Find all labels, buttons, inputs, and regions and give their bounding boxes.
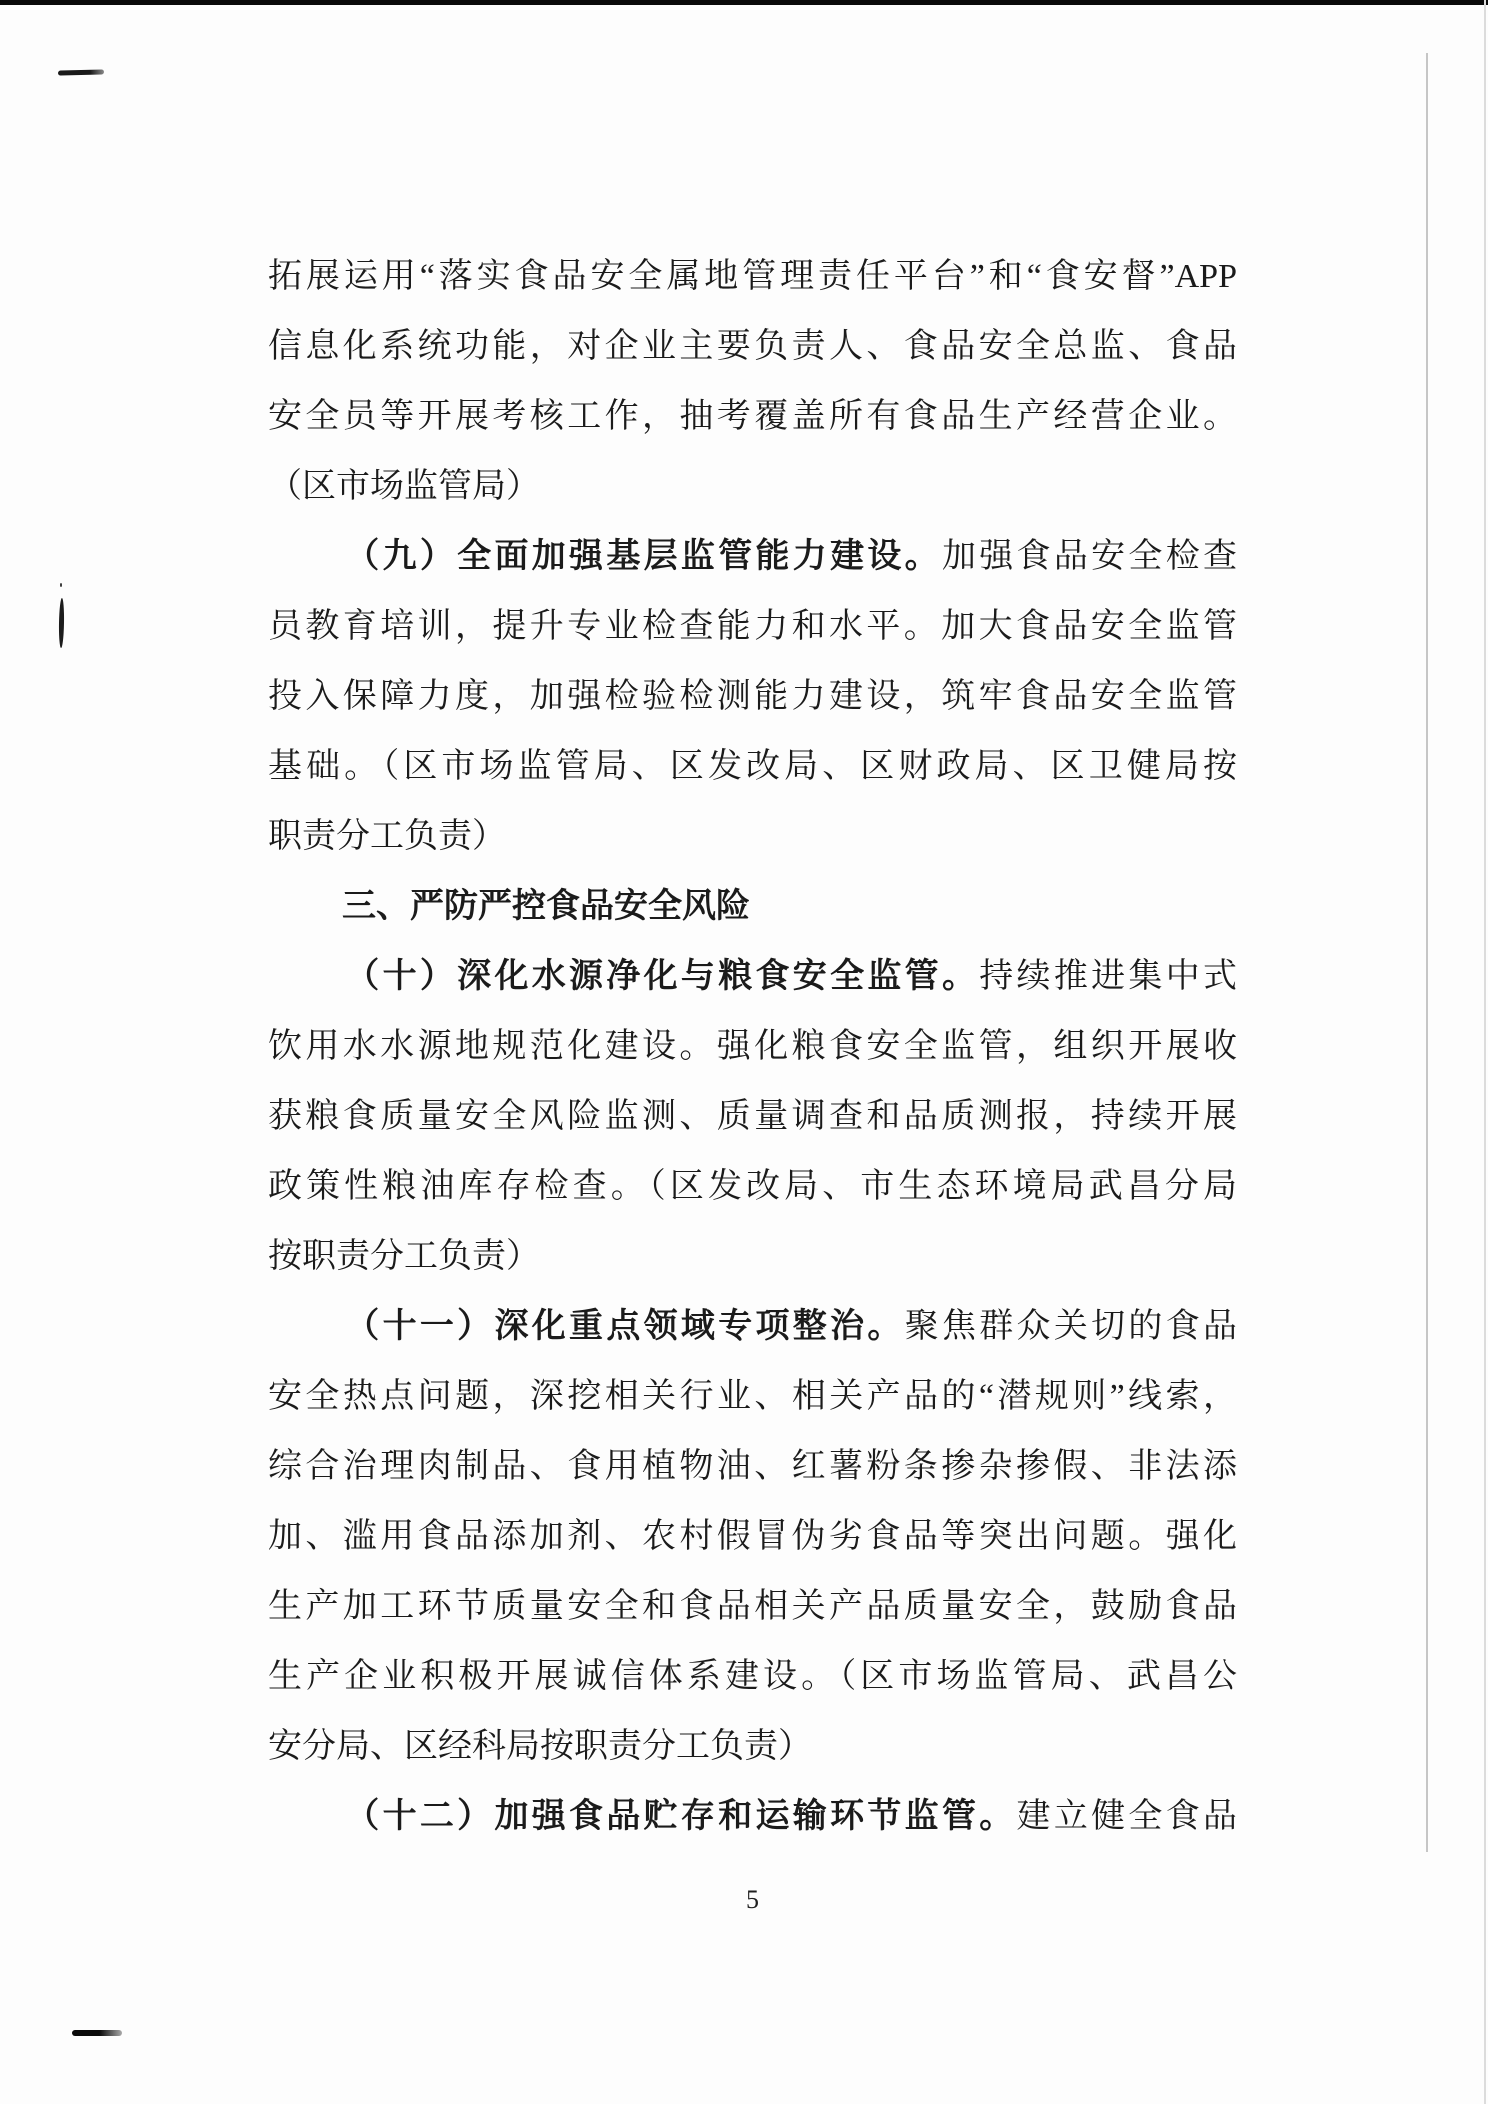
text-segment: 建立健全食品	[1016, 1798, 1237, 1835]
paragraph-indent	[268, 916, 342, 917]
text-segment: 基础。（区市场监管局、区发改局、区财政局、区卫健局按	[268, 748, 1237, 785]
text-line	[268, 1712, 1237, 1782]
text-line	[268, 1222, 1237, 1292]
paragraph-indent	[268, 986, 342, 987]
paragraph-indent	[268, 566, 342, 567]
text-segment: 安全员等开展考核工作，抽考覆盖所有食品生产经营企业。	[268, 398, 1237, 435]
text-line	[268, 1012, 1237, 1082]
text-segment: 持续推进集中式	[979, 958, 1237, 995]
text-line	[268, 382, 1237, 452]
text-segment: 获粮食质量安全风险监测、质量调查和品质测报，持续开展	[268, 1098, 1237, 1135]
section-heading-text: 三、严防严控食品安全风险	[342, 888, 750, 925]
text-line	[268, 802, 1237, 872]
bold-lead-segment: （十）深化水源净化与粮食安全监管。	[342, 958, 980, 995]
text-line	[268, 1642, 1237, 1712]
paragraph-start-line	[268, 522, 1237, 592]
section-heading	[268, 872, 1237, 942]
scan-fold-line	[1426, 53, 1428, 1852]
text-line	[268, 312, 1237, 382]
text-segment: 按职责分工负责）	[268, 1238, 540, 1275]
handwritten-dash-mark-top	[58, 69, 104, 75]
text-segment: 聚焦群众关切的食品	[904, 1308, 1237, 1345]
scan-top-edge-bar	[0, 0, 1488, 5]
text-segment: 生产企业积极开展诚信体系建设。（区市场监管局、武昌公	[268, 1658, 1237, 1695]
text-segment: 投入保障力度，加强检验检测能力建设，筑牢食品安全监管	[268, 678, 1237, 715]
text-line	[268, 1572, 1237, 1642]
text-line	[268, 1152, 1237, 1222]
document-text-block	[268, 242, 1237, 1852]
text-line	[268, 1502, 1237, 1572]
text-line	[268, 732, 1237, 802]
text-segment: 职责分工负责）	[268, 818, 506, 855]
text-segment: 安分局、区经科局按职责分工负责）	[268, 1728, 812, 1765]
bold-lead-segment: （十一）深化重点领域专项整治。	[342, 1308, 905, 1345]
paragraph-indent	[268, 1826, 342, 1827]
text-line	[268, 1432, 1237, 1502]
text-line	[268, 1082, 1237, 1152]
text-segment: 拓展运用“落实食品安全属地管理责任平台”和“食安督”APP	[268, 258, 1237, 295]
page-number: 5	[746, 1885, 759, 1914]
scan-right-edge-line	[1484, 0, 1486, 2104]
text-segment: 信息化系统功能，对企业主要负责人、食品安全总监、食品	[268, 328, 1237, 365]
text-segment: 加、滥用食品添加剂、农村假冒伪劣食品等突出问题。强化	[268, 1518, 1237, 1555]
text-line	[268, 242, 1237, 312]
paragraph-start-line	[268, 1292, 1237, 1362]
paragraph-start-line	[268, 1782, 1237, 1852]
text-segment: 加强食品安全检查	[941, 538, 1237, 575]
bold-lead-segment: （九）全面加强基层监管能力建设。	[342, 538, 942, 575]
text-line	[268, 592, 1237, 662]
paragraph-indent	[268, 1336, 342, 1337]
text-segment: 安全热点问题，深挖相关行业、相关产品的“潜规则”线索，	[268, 1378, 1237, 1415]
text-segment: 员教育培训，提升专业检查能力和水平。加大食品安全监管	[268, 608, 1237, 645]
text-line	[268, 662, 1237, 732]
ink-dot-mark	[60, 583, 62, 587]
text-line	[268, 1362, 1237, 1432]
handwritten-dash-mark-bottom	[72, 2030, 122, 2036]
text-segment: 饮用水水源地规范化建设。强化粮食安全监管，组织开展收	[268, 1028, 1237, 1065]
text-segment: 政策性粮油库存检查。（区发改局、市生态环境局武昌分局	[268, 1168, 1237, 1205]
text-segment: 综合治理肉制品、食用植物油、红薯粉条掺杂掺假、非法添	[268, 1448, 1237, 1485]
text-line	[268, 452, 1237, 522]
ink-stroke-mark	[59, 598, 65, 648]
paragraph-start-line	[268, 942, 1237, 1012]
text-segment: 生产加工环节质量安全和食品相关产品质量安全，鼓励食品	[268, 1588, 1237, 1625]
text-segment: （区市场监管局）	[268, 468, 540, 505]
bold-lead-segment: （十二）加强食品贮存和运输环节监管。	[342, 1798, 1017, 1835]
